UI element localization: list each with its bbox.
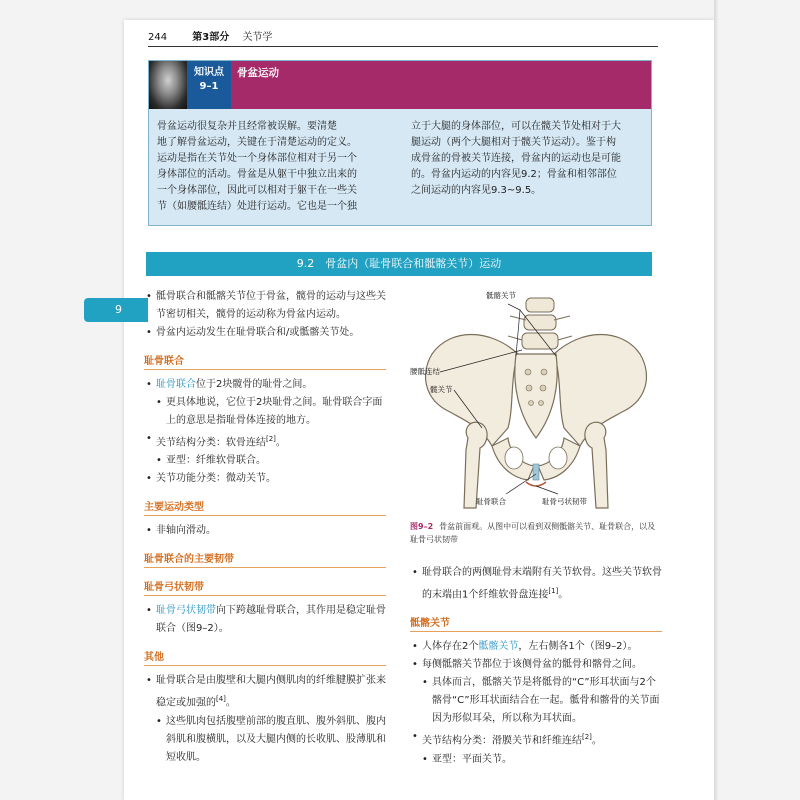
label-pubic-symphysis: 耻骨联合 xyxy=(476,497,506,506)
si-text: ，左右侧各1个（图9–2）。 xyxy=(518,641,638,653)
label-lumbosacral: 腰骶连结 xyxy=(410,367,440,376)
kp-line: 立于大腿的身体部位，可以在髋关节处相对于大 xyxy=(411,121,621,132)
other-text: 耻骨联合是由腹壁和大腿内侧肌肉的纤维腱膜扩张来稳定或加强的 xyxy=(156,675,386,709)
pubic-bullet-text: 位于2块髋骨的耻骨之间。 xyxy=(196,379,313,390)
motion-bullet: • 非轴向滑动。 xyxy=(144,522,386,540)
si-text: 人体存在2个 xyxy=(422,641,479,653)
kp-line: 成骨盆的骨被关节连接，骨盆内的运动也是可能 xyxy=(411,153,621,164)
si-classification: 关节结构分类：滑膜关节和纤维连结 xyxy=(422,735,582,747)
section-heading-bar: 9.2 骨盆内（耻骨联合和骶髂关节）运动 xyxy=(146,252,652,276)
figure-caption-text: 骨盆前面观。从图中可以看到双侧骶髂关节、耻骨联合，以及耻骨弓状韧带 xyxy=(410,522,656,544)
si-bullet xyxy=(410,638,662,656)
vertebra xyxy=(526,298,554,312)
pelvis-figure xyxy=(410,288,662,514)
kp-line: 一个身体部位，因此可以相对于躯干在一些关 xyxy=(157,185,357,196)
part-title: 关节学 xyxy=(242,32,273,43)
intro-bullet: • 骨盆内运动发生在耻骨联合和/或骶髂关节处。 xyxy=(144,324,386,342)
kp-tag-line2: 9–1 xyxy=(199,81,219,92)
knowledge-point-text-right xyxy=(411,119,643,199)
pelvis-xray-thumbnail xyxy=(149,61,187,109)
part-label: 第3部分 xyxy=(192,32,230,43)
si-bullet: • 每侧骶髂关节都位于该侧骨盆的骶骨和髂骨之间。 xyxy=(410,656,662,674)
pubic-classification: 关节结构分类：软骨连结 xyxy=(156,437,266,449)
figure-caption xyxy=(410,520,662,546)
pubic-symphysis-link[interactable]: 耻骨联合 xyxy=(156,379,196,390)
reference-mark: [1] xyxy=(548,587,559,595)
knowledge-point-tag xyxy=(187,61,231,109)
kp-line: 之间运动的内容见9.3~9.5。 xyxy=(411,185,542,196)
si-sub-bullet: • 具体而言，骶髂关节是将骶骨的“C”形耳状面与2个髂骨“C”形耳状面结合在一起。骶骨和髂骨的关节面因为形似耳朵，所以称为耳状面。 xyxy=(410,674,662,728)
si-sub-bullet: • 亚型：平面关节。 xyxy=(410,751,662,769)
kp-tag-line1: 知识点 xyxy=(194,67,224,78)
pubic-sub-bullet: • 亚型：纤维软骨联合。 xyxy=(144,452,386,470)
running-head xyxy=(148,30,658,47)
punctuation: 。 xyxy=(275,437,286,449)
kp-line: 运动是指在关节处一个身体部位相对于另一个 xyxy=(157,153,357,164)
punctuation: 。 xyxy=(225,697,236,709)
right-femur xyxy=(585,422,608,508)
figure-number: 图9–2 xyxy=(410,522,434,531)
arcuate-bullet xyxy=(144,602,386,638)
arcuate-text: 向下跨越耻骨联合，其作用是稳定耻骨联合（图9–2）。 xyxy=(156,605,386,635)
kp-line: 地了解骨盆运动，关键在于清楚运动的定义。 xyxy=(157,137,357,148)
right-text-flow xyxy=(410,564,662,769)
page-number: 244 xyxy=(148,32,168,43)
punctuation: 。 xyxy=(591,735,602,747)
heading-other: 其他 xyxy=(144,648,386,666)
pubic-bullet xyxy=(144,376,386,394)
kp-line: 骨盆运动很复杂并且经常被误解。要清楚 xyxy=(157,121,337,132)
cartilage-text: 耻骨联合的两侧耻骨末端附有关节软骨。这些关节软骨的末端由1个纤维软骨盘连接 xyxy=(422,567,662,601)
pubic-bullet: • 关节功能分类：微动关节。 xyxy=(144,470,386,488)
label-hip-joint: 髋关节 xyxy=(430,385,453,394)
label-si-joint: 骶髂关节 xyxy=(486,291,516,300)
page-edge xyxy=(714,0,718,800)
pubic-bullet xyxy=(144,430,386,452)
book-page xyxy=(124,20,714,800)
vertebra xyxy=(524,315,556,330)
knowledge-point-box xyxy=(148,60,652,226)
chapter-thumb-tab: 9 xyxy=(84,298,148,322)
heading-motion-types: 主要运动类型 xyxy=(144,498,386,516)
other-sub-bullet: • 这些肌肉包括腹壁前部的腹直肌、腹外斜肌、腹内斜肌和腹横肌，以及大腿内侧的长收肌、股薄肌和短收肌。 xyxy=(144,713,386,767)
other-bullet xyxy=(144,672,386,712)
arcuate-ligament-link[interactable]: 耻骨弓状韧带 xyxy=(156,605,216,617)
si-joint-link[interactable]: 骶髂关节 xyxy=(478,641,519,653)
sacrum xyxy=(515,354,557,438)
reference-mark: [2] xyxy=(266,435,276,443)
kp-line: 的。骨盆内运动的内容见9.2；骨盆和相邻部位 xyxy=(411,169,617,180)
heading-arcuate-ligament: 耻骨弓状韧带 xyxy=(144,578,386,596)
kp-line: 节（如腰骶连结）处进行运动。它也是一个独 xyxy=(157,201,357,212)
left-column xyxy=(144,288,386,767)
knowledge-point-title: 骨盆运动 xyxy=(231,61,651,109)
punctuation: 。 xyxy=(558,589,569,601)
kp-line: 身体部位的活动。骨盆是从躯干中独立出来的 xyxy=(157,169,357,180)
knowledge-point-text-left xyxy=(157,119,389,215)
pubic-sub-bullet: • 更具体地说，它位于2块耻骨之间。耻骨联合字面上的意思是指耻骨体连接的地方。 xyxy=(144,394,386,430)
heading-si-joint: 骶髂关节 xyxy=(410,614,662,632)
kp-line: 腿运动（两个大腿相对于髋关节运动）。鉴于构 xyxy=(411,137,616,148)
intro-bullet: • 骶骨联合和骶髂关节位于骨盆，髋骨的运动与这些关节密切相关，髋骨的运动称为骨盆内运动。 xyxy=(144,288,386,324)
knowledge-point-header xyxy=(149,61,651,109)
pelvis-illustration xyxy=(410,288,662,514)
reference-mark: [4] xyxy=(216,695,226,704)
si-bullet xyxy=(410,728,662,750)
heading-main-ligaments: 耻骨联合的主要韧带 xyxy=(144,550,386,568)
heading-pubic-symphysis: 耻骨联合 xyxy=(144,352,386,370)
label-arcuate-ligament: 耻骨弓状韧带 xyxy=(542,497,587,506)
cartilage-bullet xyxy=(410,564,662,604)
reference-mark: [2] xyxy=(582,733,592,742)
